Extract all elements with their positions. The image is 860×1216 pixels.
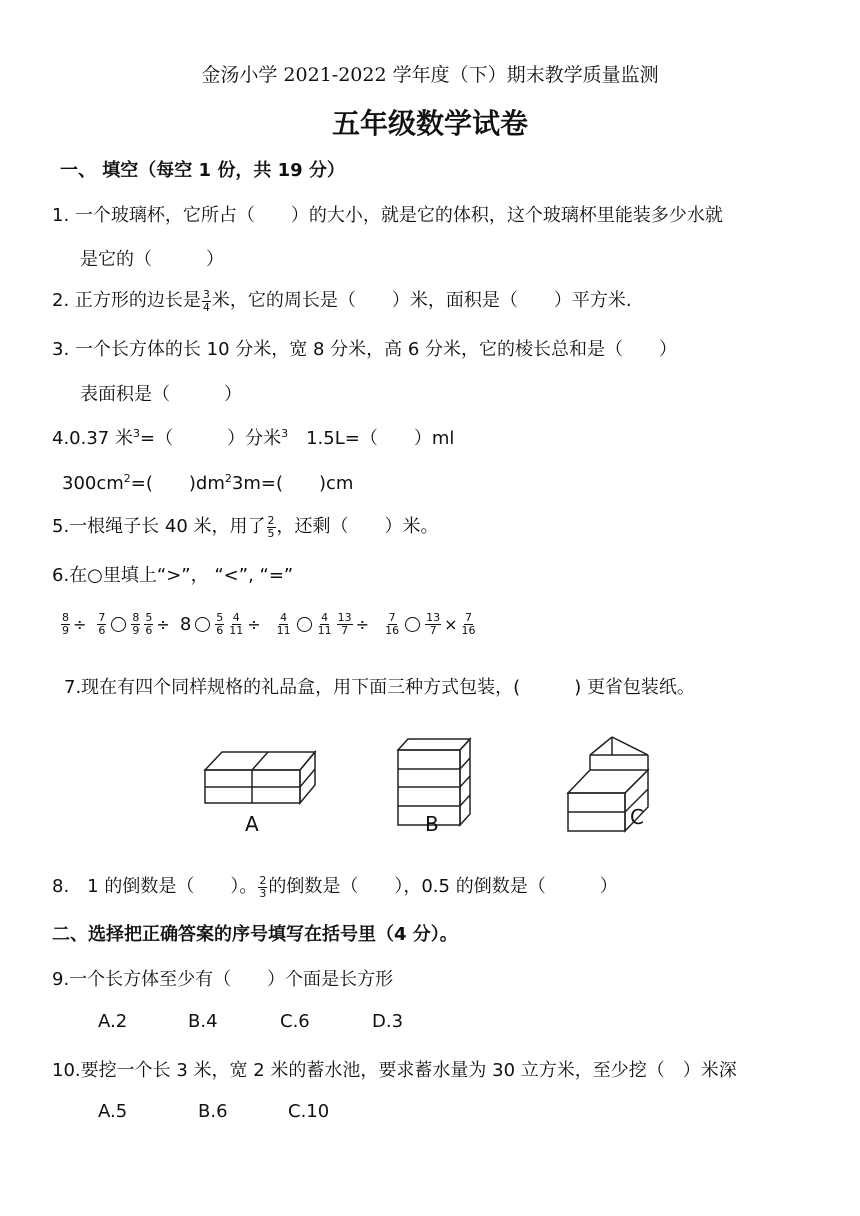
- q9-option-d[interactable]: D.3: [372, 1011, 404, 1032]
- fraction: $\frac{13}{7}$: [426, 611, 441, 637]
- box-a-label: A: [245, 812, 259, 836]
- q4-line1: 4.0.37 米$^3$=（ ）分米$^3$ 1.5L=（ ）ml: [52, 427, 455, 449]
- q2-prefix: 2. 正方形的边长是: [52, 290, 201, 311]
- q3-line1: 3. 一个长方体的长 10 分米，宽 8 分米，高 6 分米，它的棱长总和是（ ）: [52, 339, 678, 360]
- compare-circle[interactable]: [111, 617, 126, 632]
- school-title: 金汤小学 2021-2022 学年度（下）期末教学质量监测: [201, 64, 659, 86]
- q9-text: 9.一个长方体至少有（ ）个面是长方形: [52, 969, 394, 990]
- section1-heading: 一、 填空（每空 1 份，共 19 分）: [60, 160, 345, 181]
- section2-heading: 二、选择把正确答案的序号填写在括号里（4 分）。: [52, 924, 458, 945]
- q10-option-a[interactable]: A.5: [98, 1101, 128, 1122]
- q9-option-a[interactable]: A.2: [98, 1011, 128, 1032]
- q10-text: 10.要挖一个长 3 米，宽 2 米的蓄水池，要求蓄水量为 30 立方米，至少挖（ ）米深: [52, 1060, 737, 1081]
- fraction: $\frac{5}{6}$: [216, 611, 224, 637]
- fraction: $\frac{4}{11}$: [229, 611, 244, 637]
- q5: 5.一根绳子长 40 米，用了 $\frac{2}{5}$ ，还剩（ ）米。: [52, 513, 439, 540]
- q9-option-c[interactable]: C.6: [280, 1011, 310, 1032]
- fraction: $\frac{8}{9}$: [132, 611, 140, 637]
- fraction: $\frac{7}{6}$: [98, 611, 106, 637]
- compare-circle[interactable]: [405, 617, 420, 632]
- q8-fraction: $\frac{2}{3}$: [259, 873, 267, 900]
- box-a-drawing: [205, 752, 315, 803]
- q5-fraction: $\frac{2}{5}$: [267, 513, 275, 540]
- fraction: $\frac{4}{11}$: [276, 611, 291, 637]
- q9-option-b[interactable]: B.4: [188, 1011, 218, 1032]
- fraction: $\frac{8}{9}$: [62, 611, 69, 637]
- box-b-label: B: [425, 812, 439, 836]
- q1-line2: 是它的（ ）: [80, 249, 224, 270]
- q2-suffix: 米，它的周长是（ ）米，面积是（ ）平方米.: [211, 290, 632, 311]
- exam-title: 五年级数学试卷: [331, 107, 528, 140]
- q4-line2: $300cm^2=$( )$dm^23m=$( )cm: [62, 472, 354, 494]
- fraction: $\frac{13}{7}$: [337, 611, 352, 637]
- fraction: $\frac{7}{16}$: [385, 611, 400, 637]
- q6-comparisons: $\frac{8}{9}$ ÷ $\frac{7}{6}$ $\frac{8}{9}$ $\frac{5}{6}$ ÷ 8 $\frac{5}{6}$ $\frac{4}{11}$ ÷ $\frac{4}{11}$ $\frac{4}{11}$ $\frac{13}{7}$ ÷ $\frac{7}{16}$ $\frac{13}{7}$ × $\frac{7}{16}$: [62, 611, 476, 637]
- fraction: $\frac{5}{6}$: [145, 611, 153, 637]
- q10-option-c[interactable]: C.10: [288, 1101, 330, 1122]
- q7-text: 7.现在有四个同样规格的礼品盒，用下面三种方式包装，( ) 更省包装纸。: [64, 677, 695, 698]
- box-c-label: C: [630, 805, 644, 829]
- q8: 8. 1 的倒数是（ ）。 $\frac{2}{3}$ 的倒数是（ ），0.5 的倒数是（ ）: [52, 873, 618, 900]
- q1-line1: 1. 一个玻璃杯，它所占（ ）的大小，就是它的体积，这个玻璃杯里能装多少水就: [52, 205, 723, 226]
- q10-option-b[interactable]: B.6: [198, 1101, 228, 1122]
- compare-circle[interactable]: [297, 617, 312, 632]
- compare-circle[interactable]: [195, 617, 210, 632]
- q6-instruction: 6.在○里填上“>”， “<”, “=”: [52, 565, 294, 586]
- fraction: $\frac{7}{16}$: [461, 611, 476, 637]
- q2-fraction: $\frac{3}{4}$: [202, 287, 210, 314]
- fraction: $\frac{4}{11}$: [317, 611, 332, 637]
- q2: [52, 286, 632, 314]
- q3-line2: 表面积是（ ）: [80, 384, 242, 405]
